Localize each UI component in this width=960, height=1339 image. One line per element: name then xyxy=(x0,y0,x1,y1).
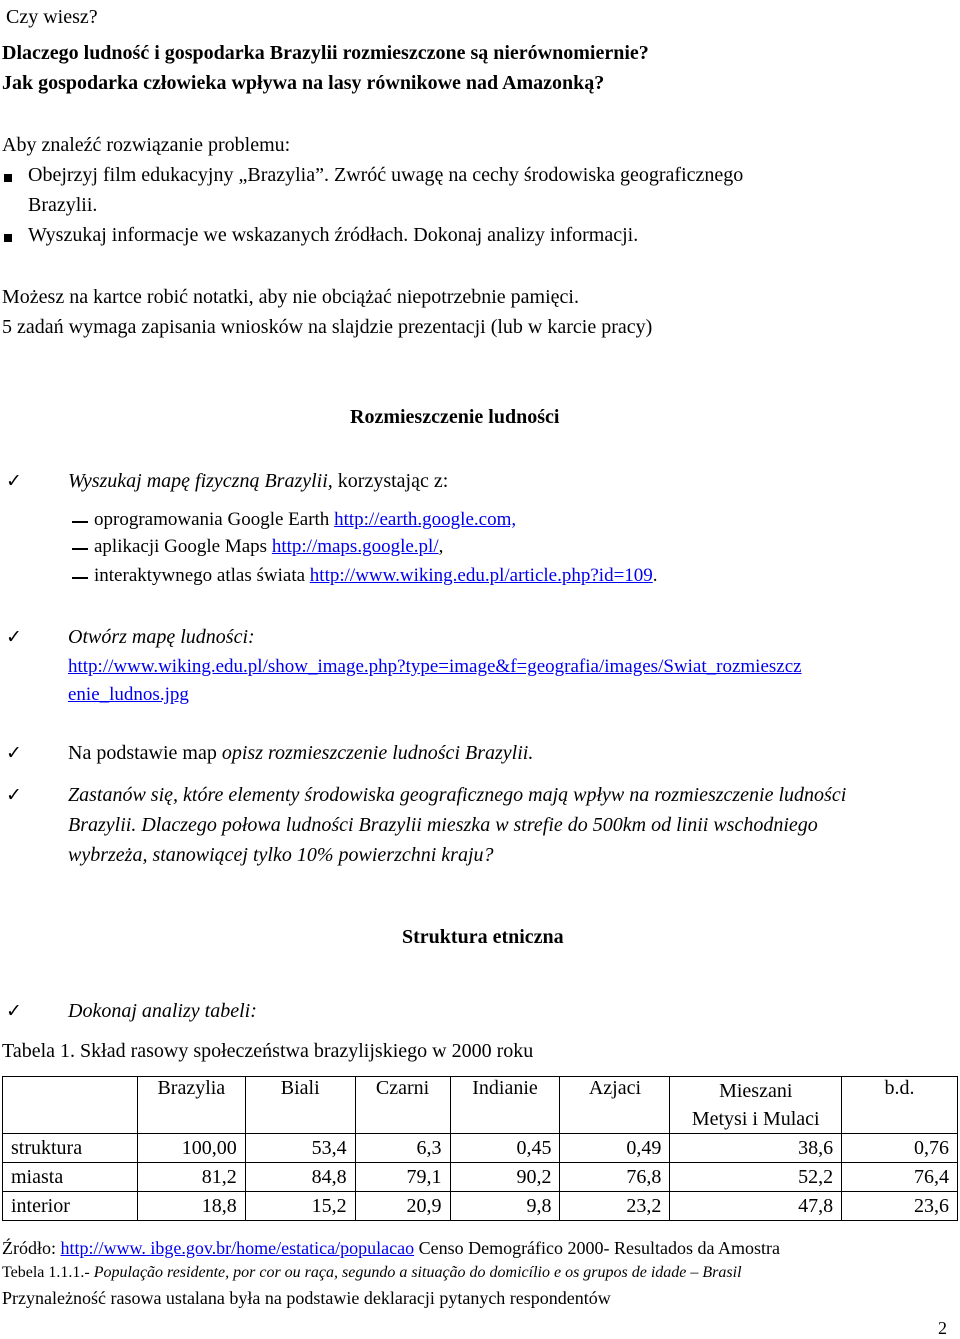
table-cell: 15,2 xyxy=(245,1192,355,1221)
table-row-label: miasta xyxy=(3,1163,138,1192)
task-describe-start: Na podstawie map xyxy=(68,742,222,764)
footnote: Przynależność rasowa ustalana była na podstawie deklaracji pytanych respondentów xyxy=(2,1288,611,1308)
ibge-link[interactable]: http://www. ibge.gov.br/home/estatica/populacao xyxy=(60,1238,415,1258)
table-header-cell xyxy=(3,1077,138,1134)
table-row-label: interior xyxy=(3,1192,138,1221)
table-header-mixed: Mieszani xyxy=(719,1080,793,1102)
table-row xyxy=(3,1163,958,1192)
table-cell: 9,8 xyxy=(450,1192,560,1221)
table-cell: 0,76 xyxy=(842,1134,958,1163)
intro-note-2: 5 zadań wymaga zapisania wniosków na slajdzie prezentacji (lub w karcie pracy) xyxy=(2,316,653,338)
table-cell: 18,8 xyxy=(137,1192,245,1221)
source-atlas xyxy=(94,565,658,587)
source-rest: Censo Demográfico 2000- Resultados da Amostra xyxy=(414,1238,781,1258)
table-cell: 84,8 xyxy=(245,1163,355,1192)
table-cell: 52,2 xyxy=(670,1163,842,1192)
table-cell: 76,4 xyxy=(842,1163,958,1192)
population-map-link[interactable]: http://www.wiking.edu.pl/show_image.php?type=image&f=geografia/images/Swiat_rozmieszcz xyxy=(68,656,802,677)
table-header-cell: Azjaci xyxy=(560,1077,670,1134)
page-title: Czy wiesz? xyxy=(6,6,98,28)
ethnic-table xyxy=(2,1076,958,1221)
source-google-maps-label: aplikacji Google Maps xyxy=(94,536,272,557)
table-row xyxy=(3,1192,958,1221)
table-cell: 90,2 xyxy=(450,1163,560,1192)
intro-note-1: Możesz na kartce robić notatki, aby nie obciążać niepotrzebnie pamięci. xyxy=(2,286,579,308)
dash-bullet-icon xyxy=(72,548,88,550)
population-map-link-cont[interactable]: enie_ludnos.jpg xyxy=(68,684,189,705)
table-cell: 23,6 xyxy=(842,1192,958,1221)
table-cell: 79,1 xyxy=(355,1163,450,1192)
bullet-square-icon xyxy=(4,234,12,242)
table-header-cell: Indianie xyxy=(450,1077,560,1134)
source-line xyxy=(2,1238,780,1259)
table-header-cell: Biali xyxy=(245,1077,355,1134)
table-cell: 6,3 xyxy=(355,1134,450,1163)
table-cell: 81,2 xyxy=(137,1163,245,1192)
table-header-cell xyxy=(670,1077,842,1134)
checkmark-icon: ✓ xyxy=(6,784,22,806)
table-caption: Tabela 1. Skład rasowy społeczeństwa brazylijskiego w 2000 roku xyxy=(2,1040,534,1062)
question-1: Dlaczego ludność i gospodarka Brazylii rozmieszczone są nierównomiernie? xyxy=(2,42,649,64)
table-row-label: struktura xyxy=(3,1134,138,1163)
google-maps-link[interactable]: http://maps.google.pl/ xyxy=(271,536,439,557)
table-header-cell: b.d. xyxy=(842,1077,958,1134)
section-heading-population: Rozmieszczenie ludności xyxy=(350,406,560,428)
table-cell: 53,4 xyxy=(245,1134,355,1163)
dash-bullet-icon xyxy=(72,521,88,523)
google-earth-link[interactable]: http://earth.google.com, xyxy=(334,509,517,530)
source-label: Źródło: xyxy=(2,1238,61,1258)
source-atlas-label: interaktywnego atlas świata xyxy=(94,565,310,586)
intro-lead: Aby znaleźć rozwiązanie problemu: xyxy=(2,134,291,156)
intro-bullet-2: Wyszukaj informacje we wskazanych źródłach. Dokonaj analizy informacji. xyxy=(28,224,639,246)
source-table-line xyxy=(2,1264,742,1282)
task-find-map-italic: Wyszukaj mapę fizyczną Brazylii, xyxy=(68,470,333,492)
table-cell: 38,6 xyxy=(670,1134,842,1163)
task-consider-line-3: wybrzeża, stanowiącej tylko 10% powierzchni kraju? xyxy=(68,844,494,866)
checkmark-icon: ✓ xyxy=(6,470,22,492)
table-cell: 47,8 xyxy=(670,1192,842,1221)
bullet-square-icon xyxy=(4,174,12,182)
task-analyze-table: Dokonaj analizy tabeli: xyxy=(68,1000,257,1022)
dash-bullet-icon xyxy=(72,577,88,579)
task-describe xyxy=(68,742,533,765)
source-table-desc: População residente, por cor ou raça, segundo a situação do domicílio e os grupos de idade – Brasil xyxy=(93,1264,742,1281)
page-number: 2 xyxy=(938,1318,947,1338)
table-cell: 76,8 xyxy=(560,1163,670,1192)
source-table-label: Tebela 1.1.1.- xyxy=(2,1264,94,1281)
task-find-map-rest: korzystając z: xyxy=(332,470,449,492)
source-atlas-tail: . xyxy=(652,565,658,586)
checkmark-icon: ✓ xyxy=(6,742,22,764)
table-cell: 0,45 xyxy=(450,1134,560,1163)
source-google-earth-label: oprogramowania Google Earth xyxy=(94,509,335,530)
checkmark-icon: ✓ xyxy=(6,1000,22,1022)
task-consider-line-1: Zastanów się, które elementy środowiska geograficznego mają wpływ na rozmieszczenie ludności xyxy=(68,784,847,806)
question-2: Jak gospodarka człowieka wpływa na lasy równikowe nad Amazonką? xyxy=(2,72,605,94)
section-heading-ethnic: Struktura etniczna xyxy=(402,926,564,948)
task-open-map: Otwórz mapę ludności: xyxy=(68,626,255,648)
intro-bullet-1: Obejrzyj film edukacyjny „Brazylia”. Zwróć uwagę na cechy środowiska geograficznego xyxy=(28,164,744,186)
source-google-earth xyxy=(94,509,516,531)
source-google-maps xyxy=(94,536,443,558)
table-row xyxy=(3,1134,958,1163)
task-find-map xyxy=(68,470,448,493)
task-describe-italic: opisz rozmieszczenie ludności Brazylii. xyxy=(221,742,534,764)
table-header-mixed-sub: Metysi i Mulaci xyxy=(691,1108,820,1130)
table-cell: 20,9 xyxy=(355,1192,450,1221)
table-cell: 0,49 xyxy=(560,1134,670,1163)
table-cell: 100,00 xyxy=(137,1134,245,1163)
table-cell: 23,2 xyxy=(560,1192,670,1221)
intro-bullet-1-cont: Brazylii. xyxy=(28,194,98,216)
table-header-cell: Czarni xyxy=(355,1077,450,1134)
source-google-maps-tail: , xyxy=(438,536,444,557)
task-consider-line-2: Brazylii. Dlaczego połowa ludności Brazylii mieszka w strefie do 500km od linii wschodniego xyxy=(68,814,818,836)
atlas-link[interactable]: http://www.wiking.edu.pl/article.php?id=109 xyxy=(309,565,653,586)
checkmark-icon: ✓ xyxy=(6,626,22,648)
table-header-row xyxy=(3,1077,958,1134)
table-header-cell: Brazylia xyxy=(137,1077,245,1134)
